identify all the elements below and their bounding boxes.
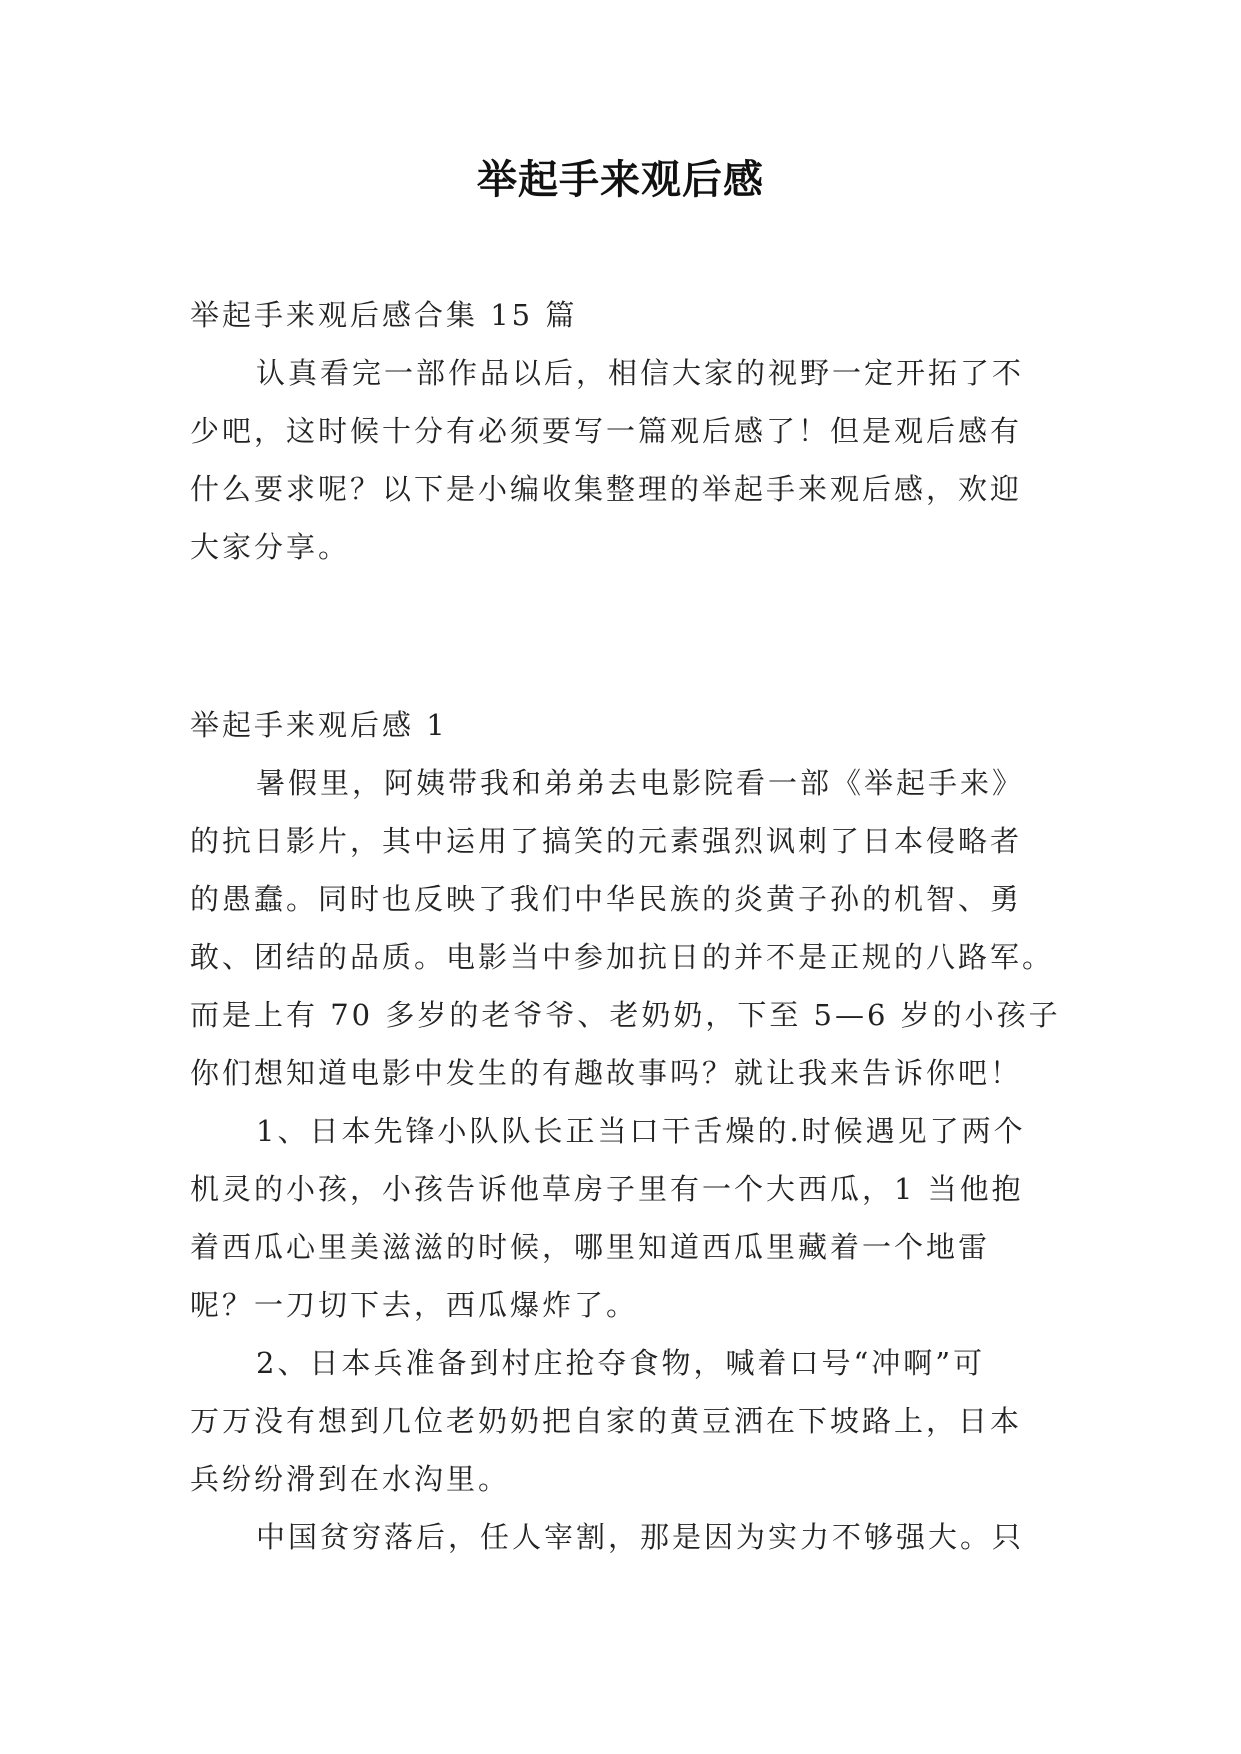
text-line: 中国贫穷落后，任人宰割，那是因为实力不够强大。只 bbox=[256, 1520, 1025, 1554]
section-gap bbox=[190, 576, 1054, 696]
text-line: 1、日本先锋小队队长正当口干舌燥的.时候遇见了两个 bbox=[256, 1114, 1026, 1148]
text-line: 的抗日影片，其中运用了搞笑的元素强烈讽刺了日本侵略者 bbox=[190, 824, 1023, 858]
text-line: 而是上有 70 多岁的老爷爷、老奶奶，下至 5—6 岁的小孩子 bbox=[190, 998, 1061, 1032]
text-line: 大家分享。 bbox=[190, 530, 351, 564]
text-line: 认真看完一部作品以后，相信大家的视野一定开拓了不 bbox=[256, 356, 1025, 390]
text-line: 你们想知道电影中发生的有趣故事吗？就让我来告诉你吧！ bbox=[190, 1056, 1023, 1090]
text-line: 的愚蠢。同时也反映了我们中华民族的炎黄子孙的机智、勇 bbox=[190, 882, 1023, 916]
text-line: 举起手来观后感 1 bbox=[190, 708, 448, 742]
text-line: 2、日本兵准备到村庄抢夺食物，喊着口号“冲啊”可 bbox=[256, 1346, 986, 1380]
text-line: 暑假里，阿姨带我和弟弟去电影院看一部《举起手来》 bbox=[256, 766, 1025, 800]
text-line: 少吧，这时候十分有必须要写一篇观后感了！但是观后感有 bbox=[190, 414, 1023, 448]
text-line: 机灵的小孩，小孩告诉他草房子里有一个大西瓜，1 当他抱 bbox=[190, 1172, 1024, 1206]
text-line: 呢？一刀切下去，西瓜爆炸了。 bbox=[190, 1288, 639, 1322]
text-line: 着西瓜心里美滋滋的时候，哪里知道西瓜里藏着一个地雷 bbox=[190, 1230, 991, 1264]
text-line: 举起手来观后感合集 15 篇 bbox=[190, 298, 578, 332]
text-line: 什么要求呢？以下是小编收集整理的举起手来观后感，欢迎 bbox=[190, 472, 1023, 506]
text-line: 兵纷纷滑到在水沟里。 bbox=[190, 1462, 511, 1496]
text-line: 万万没有想到几位老奶奶把自家的黄豆洒在下坡路上，日本 bbox=[190, 1404, 1023, 1438]
document-body bbox=[190, 286, 1061, 1566]
text-line: 敢、团结的品质。电影当中参加抗日的并不是正规的八路军。 bbox=[190, 940, 1055, 974]
document-title: 举起手来观后感 bbox=[477, 157, 764, 203]
